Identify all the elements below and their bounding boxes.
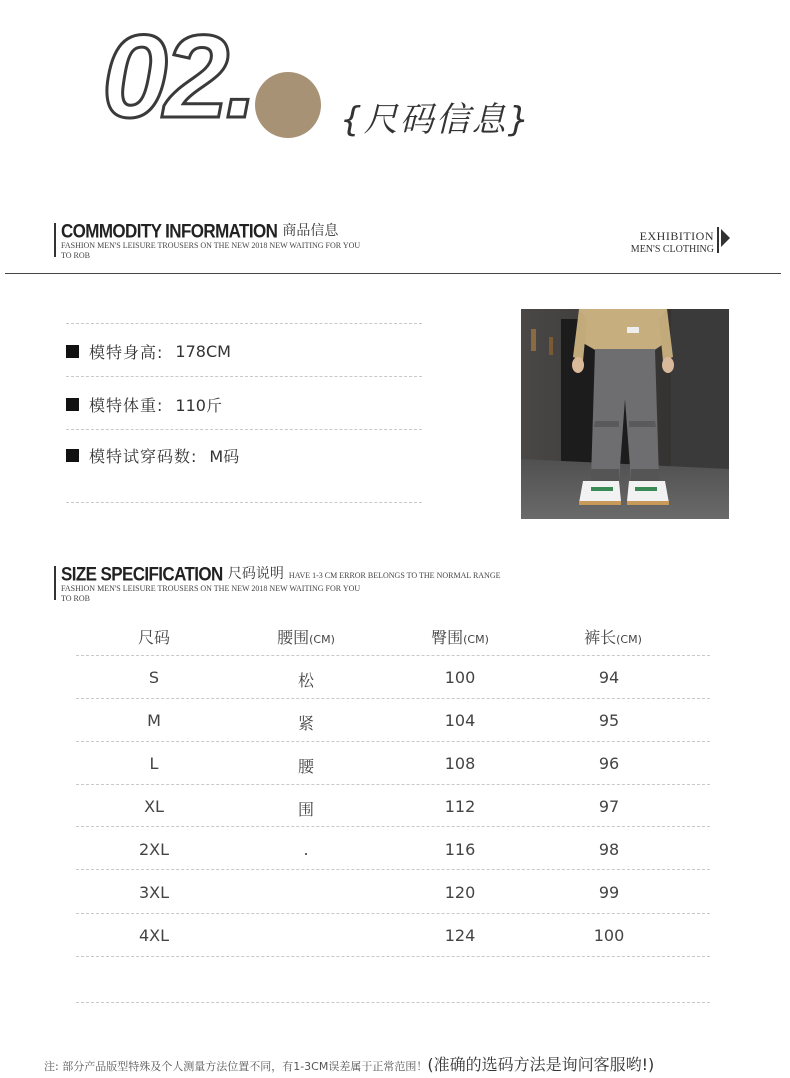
table-row: [0, 754, 790, 774]
commodity-title-en: COMMODITY INFORMATION: [61, 220, 278, 242]
length-cell: 97: [598, 797, 620, 816]
model-value: M码: [209, 447, 240, 466]
footer-note: [44, 1052, 654, 1075]
size-cell: M: [147, 711, 161, 730]
size-cell: XL: [144, 797, 164, 816]
size-heading: [61, 563, 501, 583]
divider: [76, 956, 710, 957]
divider: [66, 323, 422, 324]
length-cell: 98: [598, 840, 620, 859]
accent-circle: [255, 72, 321, 138]
exhibition-bar: [717, 227, 719, 253]
model-value: 110斤: [175, 396, 222, 415]
model-height-row: [66, 340, 231, 363]
divider: [76, 698, 710, 699]
square-bullet-icon: [66, 398, 79, 411]
section-number: 02.: [102, 11, 255, 143]
waist-cell: 松: [297, 671, 314, 690]
divider: [76, 1002, 710, 1003]
divider: [76, 784, 710, 785]
divider: [76, 655, 710, 656]
size-subtitle: FASHION MEN'S LEISURE TROUSERS ON THE NEW 2018 NEW WAITING FOR YOU TO ROB: [61, 584, 361, 603]
length-cell: 99: [598, 883, 620, 902]
size-cell: 2XL: [138, 840, 170, 859]
hip-cell: 112: [444, 797, 476, 816]
model-label: 模特体重:: [89, 396, 164, 415]
divider: [76, 869, 710, 870]
table-row: [0, 797, 790, 817]
size-title-cn: 尺码说明: [227, 566, 284, 582]
heading-bar: [54, 223, 56, 257]
divider: [66, 429, 422, 430]
size-cell: L: [149, 754, 159, 773]
waist-cell: 腰: [297, 757, 314, 776]
size-cell: 4XL: [138, 926, 170, 945]
exhibition-label: [631, 229, 714, 255]
length-cell: 100: [593, 926, 625, 945]
footer-emphasis: (准确的选码方法是询问客服哟!): [427, 1055, 655, 1074]
model-label: 模特试穿码数:: [89, 447, 198, 466]
divider: [76, 913, 710, 914]
length-cell: 94: [598, 668, 620, 687]
commodity-title-cn: 商品信息: [282, 223, 339, 239]
hip-cell: 116: [444, 840, 476, 859]
exhibition-line2: MEN'S CLOTHING: [630, 244, 714, 255]
hip-cell: 120: [444, 883, 476, 902]
heading-bar: [54, 566, 56, 600]
hip-cell: 124: [444, 926, 476, 945]
model-photo: [521, 309, 729, 519]
size-cell: S: [148, 668, 160, 687]
commodity-heading: [61, 220, 338, 240]
table-row: [0, 711, 790, 731]
model-label: 模特身高:: [89, 343, 164, 362]
section-divider: [5, 273, 781, 274]
length-cell: 95: [598, 711, 620, 730]
table-row: [0, 840, 790, 860]
divider: [66, 502, 422, 503]
table-row: [0, 926, 790, 946]
column-header: 腰围(CM): [277, 628, 335, 647]
commodity-subtitle: FASHION MEN'S LEISURE TROUSERS ON THE NEW 2018 NEW WAITING FOR YOU TO ROB: [61, 241, 361, 260]
square-bullet-icon: [66, 345, 79, 358]
footer-note-text: 注: 部分产品版型特殊及个人测量方法位置不同，有1-3CM误差属于正常范围！: [44, 1060, 428, 1073]
waist-cell: 紧: [297, 714, 314, 733]
hip-cell: 100: [444, 668, 476, 687]
model-weight-row: [66, 393, 222, 416]
length-cell: 96: [598, 754, 620, 773]
waist-cell: 围: [297, 800, 314, 819]
hip-cell: 108: [444, 754, 476, 773]
model-size-row: [66, 444, 239, 467]
divider: [66, 376, 422, 377]
arrow-right-icon: [721, 229, 730, 247]
table-row: [0, 883, 790, 903]
section-title: {尺码信息}: [340, 100, 532, 140]
size-title-en: SIZE SPECIFICATION: [61, 563, 223, 585]
model-value: 178CM: [175, 342, 231, 361]
column-header: 裤长(CM): [584, 628, 642, 647]
size-cell: 3XL: [138, 883, 170, 902]
exhibition-line1: EXHIBITION: [639, 229, 714, 243]
hip-cell: 104: [444, 711, 476, 730]
square-bullet-icon: [66, 449, 79, 462]
table-row: [0, 668, 790, 688]
size-note: HAVE 1-3 CM ERROR BELONGS TO THE NORMAL RANGE: [288, 571, 501, 580]
divider: [76, 741, 710, 742]
column-header: 臀围(CM): [431, 628, 489, 647]
divider: [76, 826, 710, 827]
column-header: 尺码: [137, 628, 170, 647]
waist-cell: .: [303, 840, 309, 859]
